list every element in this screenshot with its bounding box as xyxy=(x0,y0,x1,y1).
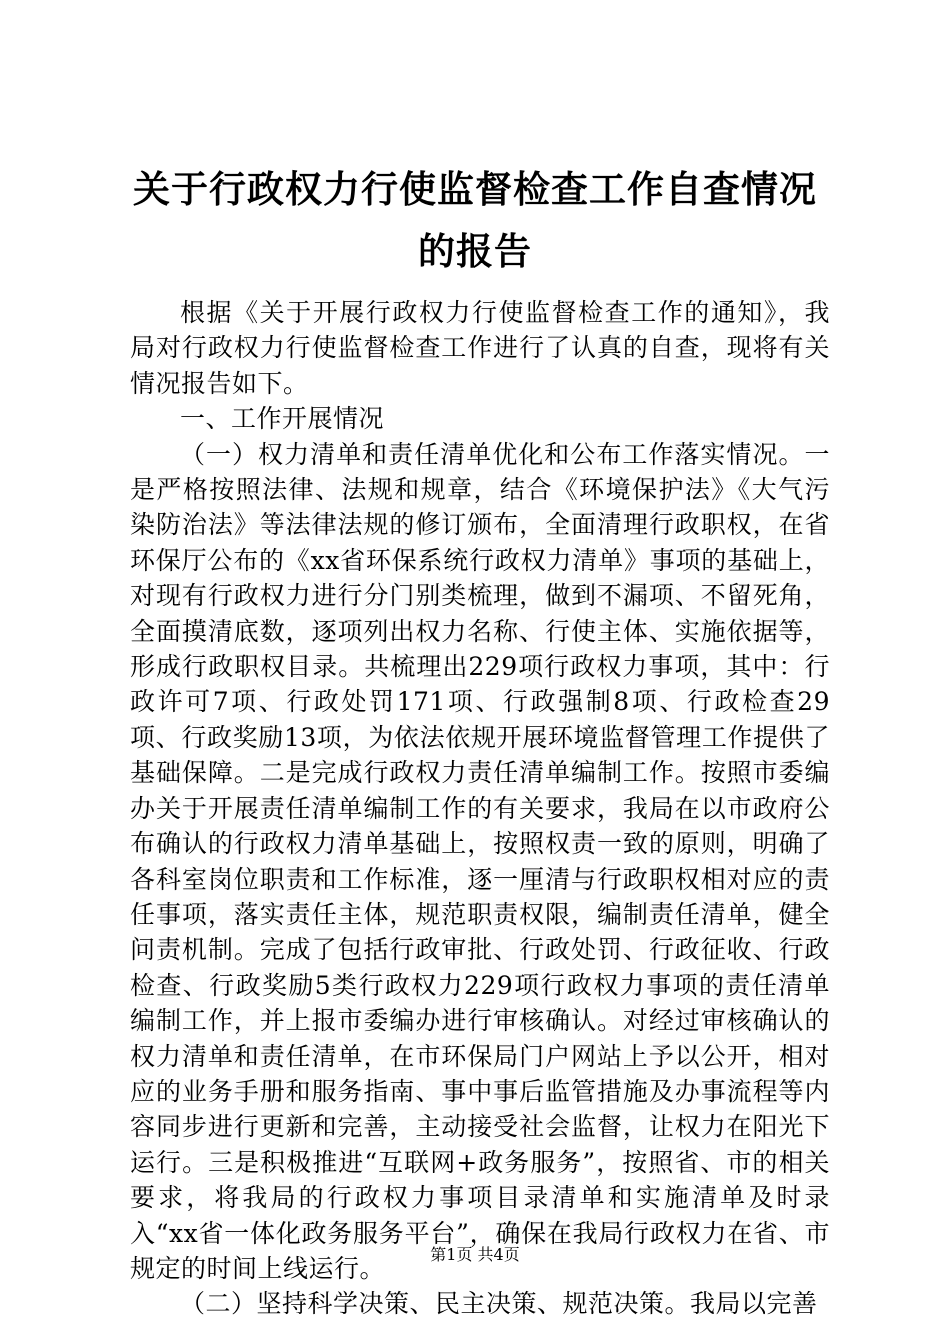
paragraph-section-2: （二）坚持科学决策、民主决策、规范决策。我局以完善 xyxy=(180,1289,818,1319)
document-body xyxy=(130,295,830,1322)
section-heading: 一、工作开展情况 xyxy=(180,404,385,434)
paragraph-section-1: （一）权力清单和责任清单优化和公布工作落实情况。一是严格按照法律、法规和规章，结合《环境保护法》《大气污染防治法》等法律法规的修订颁布，全面清理行政职权，在省环保厅公布的《xx省环保系统行政权力清单》事项的基础上，对现有行政权力进行分门别类梳理，做到不漏项、不留死角，全面摸清底数，逐项列出权力名称、行使主体、实施依据等，形成行政职权目录。共梳理出229项行政权力事项，其中：行政许可7项、行政处罚171项、行政强制8项、行政检查29项、行政奖励13项，为依法依规开展环境监督管理工作提供了基础保障。二是完成行政权力责任清单编制工作。按照市委编办关于开展责任清单编制工作的有关要求，我局在以市政府公布确认的行政权力清单基础上，按照权责一致的原则，明确了各科室岗位职责和工作标准，逐一厘清与行政职权相对应的责任事项，落实责任主体，规范职责权限，编制责任清单，健全问责机制。完成了包括行政审批、行政处罚、行政征收、行政检查、行政奖励5类行政权力229项行政权力事项的责任清单编制工作，并上报市委编办进行审核确认。对经过审核确认的权力清单和责任清单，在市环保局门户网站上予以公开，相对应的业务手册和服务指南、事中事后监管措施及办事流程等内容同步进行更新和完善，主动接受社会监督，让权力在阳光下运行。三是积极推进“互联网+政务服务”，按照省、市的相关要求，将我局的行政权力事项目录清单和实施清单及时录入“xx省一体化政务服务平台”，确保在我局行政权力在省、市规定的时间上线运行。 xyxy=(130,439,830,1283)
paragraph-intro: 根据《关于开展行政权力行使监督检查工作的通知》，我局对行政权力行使监督检查工作进行了认真的自查，现将有关情况报告如下。 xyxy=(130,298,830,398)
document-title: 关于行政权力行使监督检查工作自查情况的报告 xyxy=(133,167,817,273)
page-footer: 第1页 共4页 xyxy=(430,1245,520,1264)
